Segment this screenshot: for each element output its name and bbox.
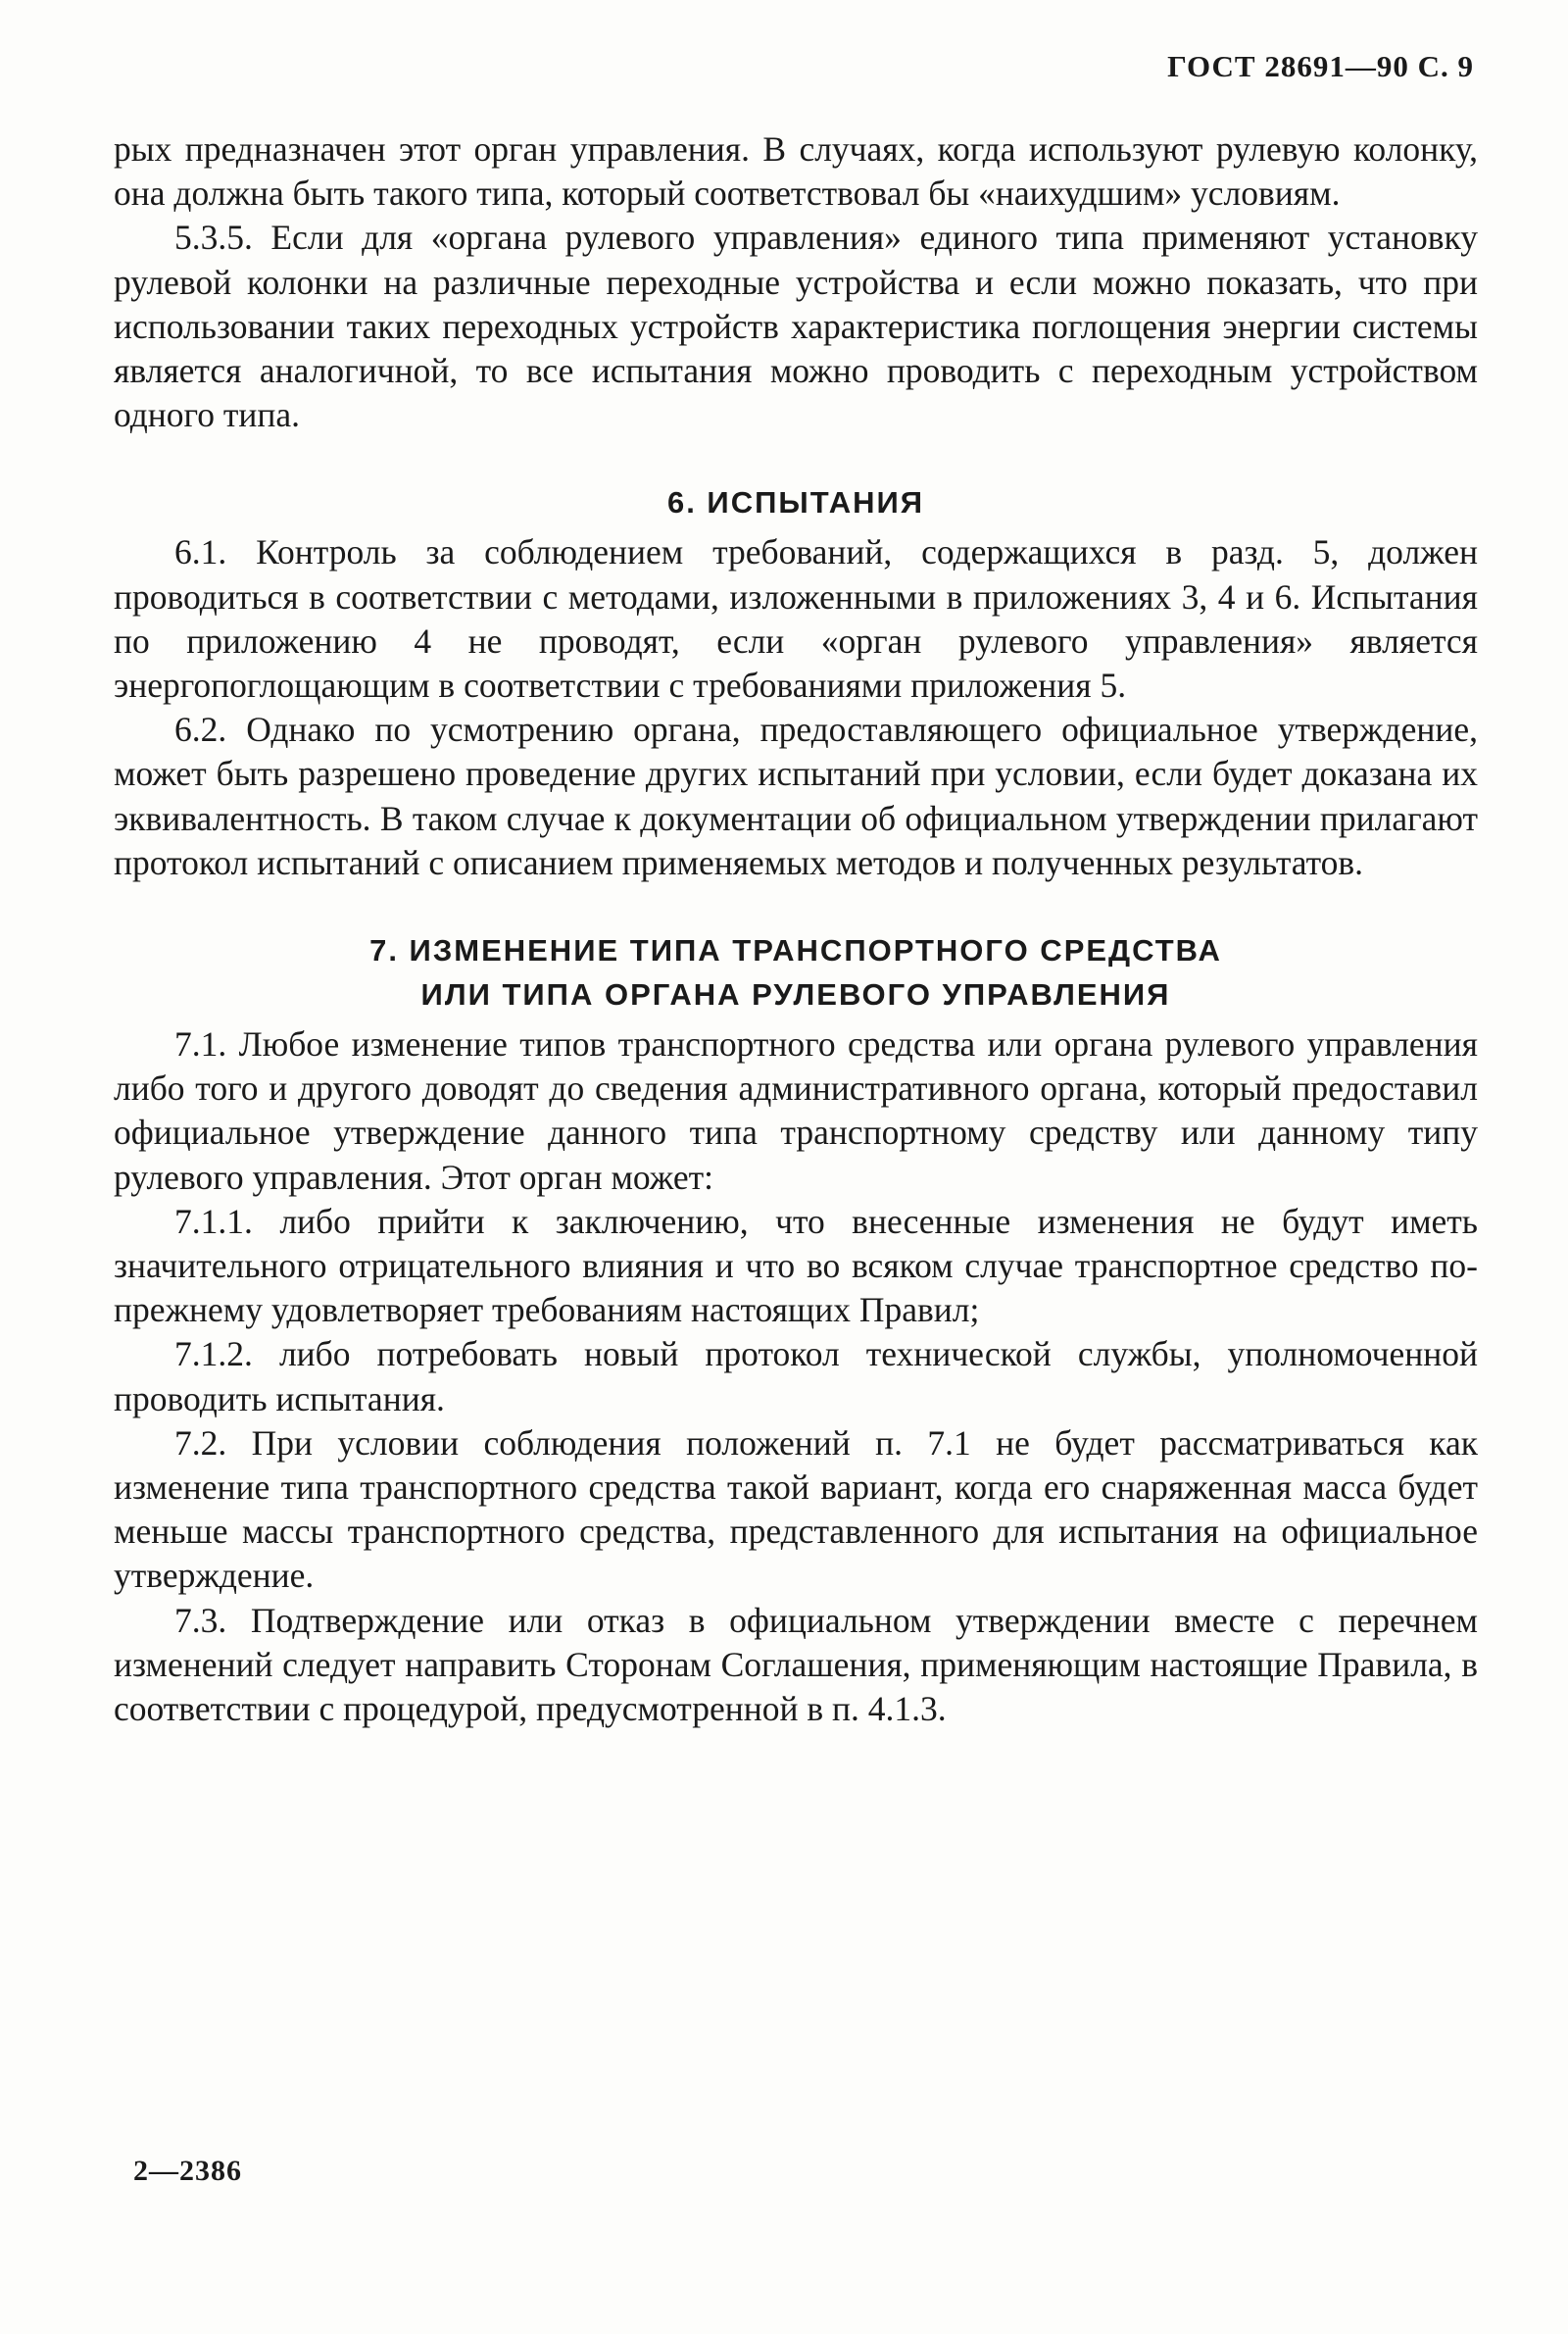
section5-continuation: рых предназначен этот орган управления. В случаях, когда используют рулевую колонку, она должна быть такого типа, который соответствовал бы «наихудшим» условиям. xyxy=(114,129,1478,214)
page-header: ГОСТ 28691—90 С. 9 xyxy=(1167,49,1474,83)
paragraph-5-3-5: 5.3.5. Если для «органа рулевого управления» единого типа применяют установку рулевой колонки на различные переходные устройства и если можно показать, что при использовании таких переходных устройств характеристика поглощения энергии системы является аналогичной, то все испытания можно проводить с переходным устройством одного типа. xyxy=(114,218,1478,435)
section7-title xyxy=(114,928,1478,1017)
paragraph-7-1-1: 7.1.1. либо прийти к заключению, что внесенные изменения не будут иметь значительного отрицательного влияния и что во всяком случае транспортное средство по-прежнему удовлетворяет требованиям настоящих Правил; xyxy=(114,1201,1478,1330)
printing-signature: 2—2386 xyxy=(133,2155,242,2187)
paragraph-6-2: 6.2. Однако по усмотрению органа, предоставляющего официальное утверждение, может быть разрешено проведение других испытаний при условии, если будет доказана их эквивалентность. В таком случае к документации об официальном утверждении прилагают протокол испытаний с описанием применяемых методов и полученных результатов. xyxy=(114,710,1478,882)
paragraph-7-1-2: 7.1.2. либо потребовать новый протокол технической службы, уполномоченной проводить испытания. xyxy=(114,1334,1478,1418)
paragraph-7-1: 7.1. Любое изменение типов транспортного средства или органа рулевого управления либо того и другого доводят до сведения административного органа, который предоставил официальное утверждение данного типа транспортному средству или данному типу рулевого управления. Этот орган может: xyxy=(114,1024,1478,1197)
section7-title-line1: 7. ИЗМЕНЕНИЕ ТИПА ТРАНСПОРТНОГО СРЕДСТВА xyxy=(369,933,1222,968)
section6-title: 6. ИСПЫТАНИЯ xyxy=(666,485,925,521)
paragraph-7-3: 7.3. Подтверждение или отказ в официальном утверждении вместе с перечнем изменений следует направить Сторонам Соглашения, применяющим настоящие Правила, в соответствии с процедурой, предусмотренной в п. 4.1.3. xyxy=(114,1600,1478,1729)
paragraph-7-2: 7.2. При условии соблюдения положений п. 7.1 не будет рассматриваться как изменение типа транспортного средства такой вариант, когда его снаряженная масса будет меньше массы транспортного средства, представленного для испытания на официальное утверждение. xyxy=(114,1422,1478,1596)
document-body xyxy=(114,127,1478,1731)
paragraph-6-1: 6.1. Контроль за соблюдением требований, содержащихся в разд. 5, должен проводиться в соответствии с методами, изложенными в приложениях 3, 4 и 6. Испытания по приложению 4 не проводят, если «орган рулевого управления» является энергопоглощающим в соответствии с требованиями приложения 5. xyxy=(114,532,1478,706)
section7-title-line2: ИЛИ ТИПА ОРГАНА РУЛЕВОГО УПРАВЛЕНИЯ xyxy=(420,977,1171,1013)
